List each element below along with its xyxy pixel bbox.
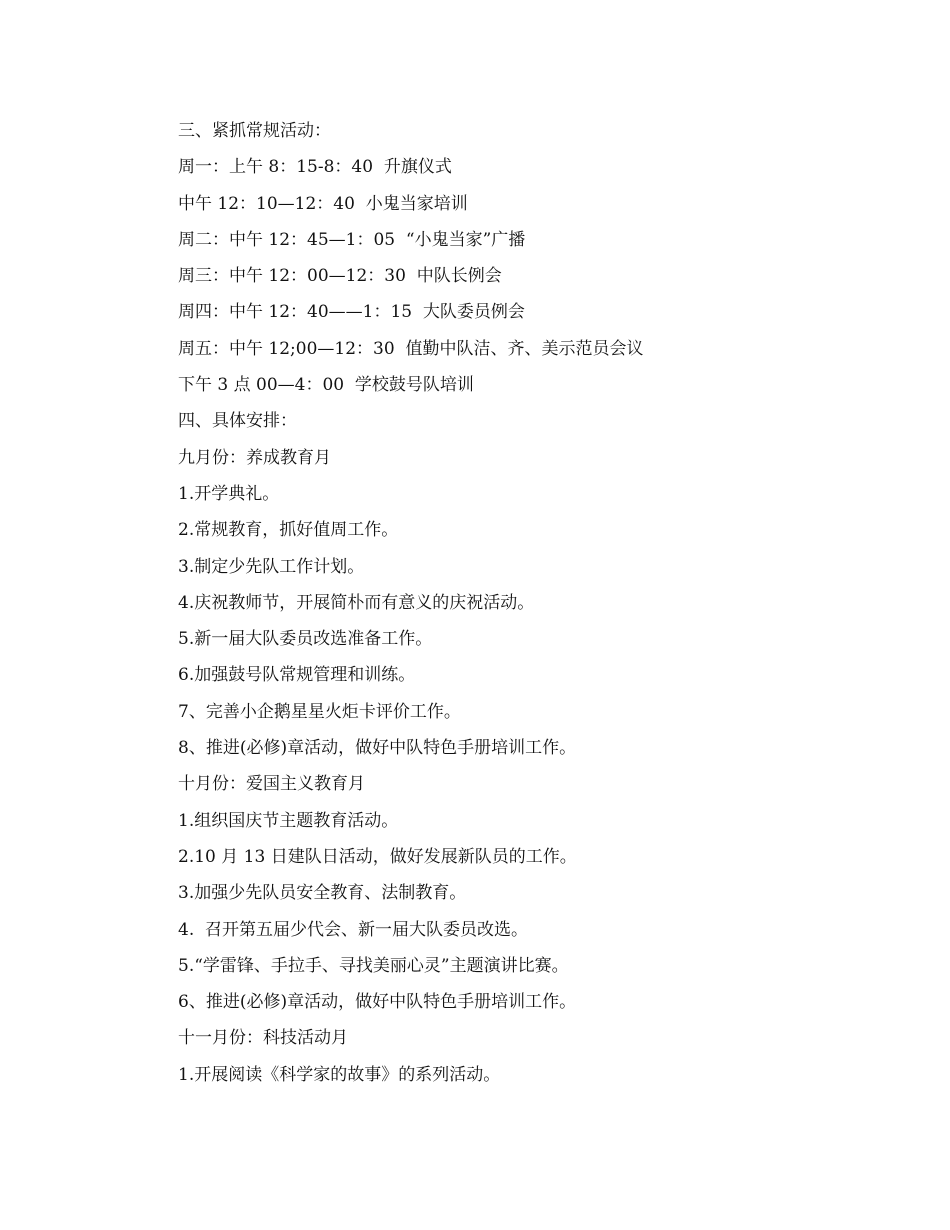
list-item: 5.新一届大队委员改选准备工作。	[178, 629, 433, 650]
list-item: 6.加强鼓号队常规管理和训练。	[178, 665, 416, 686]
document-body	[178, 113, 898, 1093]
list-item: 3.加强少先队员安全教育、法制教育。	[178, 883, 467, 904]
list-item: 2.10 月 13 日建队日活动，做好发展新队员的工作。	[178, 846, 577, 867]
list-item: 6、推进(必修)章活动，做好中队特色手册培训工作。	[178, 992, 577, 1013]
schedule-line-thursday: 周四：中午 12：40——1：15 大队委员例会	[178, 302, 525, 323]
list-item: 1.开学典礼。	[178, 483, 280, 504]
schedule-line-friday: 周五：中午 12;00—12：30 值勤中队洁、齐、美示范员会议	[178, 338, 644, 359]
list-item: 3.制定少先队工作计划。	[178, 556, 365, 577]
month-heading-november: 十一月份：科技活动月	[178, 1028, 348, 1049]
section-heading-routine-activities: 三、紧抓常规活动：	[178, 121, 331, 141]
list-item: 4.庆祝教师节，开展简朴而有意义的庆祝活动。	[178, 592, 535, 613]
schedule-line-wednesday: 周三：中午 12：00—12：30 中队长例会	[178, 266, 502, 287]
list-item: 1.组织国庆节主题教育活动。	[178, 810, 399, 831]
schedule-line-monday-noon: 中午 12：10—12：40 小鬼当家培训	[178, 193, 468, 214]
month-heading-september: 九月份：养成教育月	[178, 447, 331, 468]
schedule-line-monday: 周一：上午 8：15-8：40 升旗仪式	[178, 157, 452, 178]
schedule-line-friday-afternoon: 下午 3 点 00—4：00 学校鼓号队培训	[178, 375, 474, 396]
list-item: 2.常规教育，抓好值周工作。	[178, 520, 399, 541]
list-item: 1.开展阅读《科学家的故事》的系列活动。	[178, 1064, 501, 1085]
month-heading-october: 十月份：爱国主义教育月	[178, 774, 365, 795]
schedule-line-tuesday: 周二：中午 12：45—1：05 “小鬼当家”广播	[178, 229, 526, 250]
section-heading-specific-arrangements: 四、具体安排：	[178, 411, 297, 432]
list-item: 7、完善小企鹅星星火炬卡评价工作。	[178, 701, 461, 722]
list-item: 8、推进(必修)章活动，做好中队特色手册培训工作。	[178, 738, 577, 759]
list-item: 5.“学雷锋、手拉手、寻找美丽心灵”主题演讲比赛。	[178, 955, 569, 976]
list-item: 4. 召开第五届少代会、新一届大队委员改选。	[178, 919, 529, 940]
